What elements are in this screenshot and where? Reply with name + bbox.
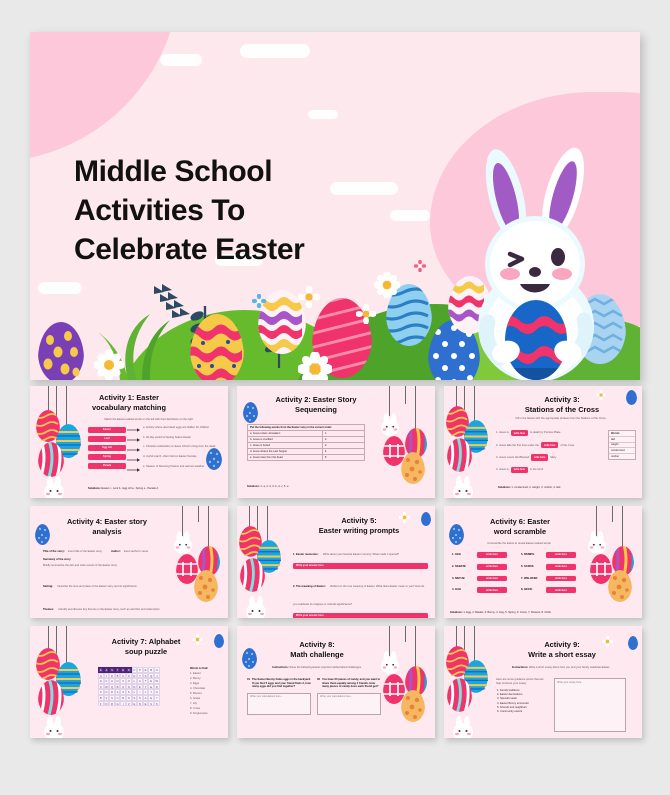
- word-search-grid[interactable]: [98, 667, 160, 706]
- slide-thumbnail-4[interactable]: [30, 506, 228, 618]
- guidance-item: 3. Special meals: [500, 697, 548, 701]
- words-to-find-header: Words to find:: [190, 667, 209, 670]
- ws-cell: H: [155, 669, 158, 672]
- essay-box[interactable]: Write your essay here...: [554, 678, 626, 732]
- ws-cell: E: [99, 669, 102, 672]
- ws-cell: H: [111, 680, 113, 684]
- ws-cell: Q: [99, 674, 102, 678]
- ws-cell: J: [154, 673, 160, 679]
- ws-cell: A: [116, 691, 119, 695]
- blank-pre-4: 4. Jesus is: [496, 467, 509, 471]
- slide-thumbnail-3[interactable]: [444, 386, 642, 498]
- cloud-icon: [38, 282, 82, 294]
- cloud-icon: [390, 210, 430, 221]
- ws-cell: U: [133, 669, 136, 672]
- scramble-row: 8. HKCIC write here: [521, 587, 586, 593]
- hanging-egg-pink: [240, 558, 265, 592]
- hanging-egg-pink: [38, 680, 64, 715]
- daisy-flower-icon: [298, 352, 332, 380]
- slide-thumbnail-2[interactable]: [237, 386, 435, 498]
- word-item: 4. Chocolate: [190, 686, 206, 690]
- write-here-button[interactable]: write here: [546, 587, 576, 593]
- ws-cell: A: [105, 669, 108, 672]
- slide-title: Activity 5: Easter writing prompts: [318, 516, 400, 535]
- fill-blank-row-3: [496, 454, 601, 460]
- ws-cell: O: [122, 685, 125, 689]
- slide-title: Activity 6: Easter word scramble: [490, 517, 550, 536]
- ws-cell: Y: [155, 696, 158, 700]
- event-b: b. Jesus is crucified: [250, 438, 273, 441]
- ws-cell: C: [105, 680, 108, 684]
- hanging-egg-pink: [447, 438, 472, 472]
- ws-cell: E: [150, 685, 153, 689]
- ws-cell: S: [111, 669, 113, 672]
- write-here-button[interactable]: write here: [541, 442, 558, 448]
- scramble-row: 4. GUH write here: [452, 587, 517, 593]
- daisy-flower-icon: [298, 286, 320, 308]
- hanging-egg-orange-dots: [608, 570, 632, 602]
- prompt-1: 1. Easter memories: Write about your favorite Easter memory. What made it special?: [293, 553, 399, 556]
- ws-cell: B: [99, 696, 102, 700]
- solutions-line: Solutions: 1- a, 2- d, 3- b, 4- c, 5- e.: [247, 485, 290, 488]
- ws-cell: C: [116, 696, 119, 700]
- instruction-text: Match the Easter-related words on the left with their definitions on the right.: [104, 418, 194, 421]
- slide-title: Activity 7: Alphabet soup puzzle: [111, 637, 181, 656]
- page-title: [74, 152, 374, 269]
- word-item: 3. Eggs: [190, 681, 200, 685]
- word-item: 6. Grass: [190, 696, 201, 700]
- write-here-button[interactable]: write here: [511, 467, 528, 473]
- answer-field-2[interactable]: Write your answer here: [293, 613, 428, 618]
- ws-cell: W: [105, 685, 108, 689]
- word-item: 8. Cross: [190, 706, 201, 710]
- blank-pre-1: 1. Jesus is: [496, 431, 509, 435]
- word-item: 2. Bunny: [190, 676, 201, 680]
- easter-egg-purple: [38, 322, 84, 380]
- guidance-item: 4. Easter Bunny encounter: [500, 702, 548, 706]
- ws-cell: E: [144, 702, 147, 706]
- fill-blank-row-1: [496, 430, 601, 436]
- word-item: 5. Bonnet: [190, 691, 202, 695]
- blank-post-1: to death by Pontius Pilate: [530, 431, 561, 435]
- ws-cell: N: [138, 702, 141, 706]
- vocab-word-4[interactable]: Spring: [88, 454, 126, 460]
- definition-4: d. Joyful march, often held on Easter Sunday: [143, 455, 197, 459]
- ws-cell: T: [116, 669, 119, 672]
- write-here-button[interactable]: write here: [546, 552, 576, 558]
- ws-cell: W: [155, 680, 158, 684]
- definition-3: c. Christian celebration of Jesus Christ's rising from the dead: [143, 445, 216, 449]
- ws-cell: O: [116, 680, 119, 684]
- cloud-icon: [308, 110, 338, 119]
- title-slide[interactable]: [30, 32, 640, 380]
- calculation-box-1[interactable]: Write your calculations here...: [247, 693, 311, 715]
- hanging-egg-orange-dots: [401, 452, 425, 484]
- ws-cell: Y: [105, 674, 108, 678]
- ws-cell: Q: [110, 685, 114, 689]
- ws-cell: P: [139, 669, 141, 672]
- title-line-1: Middle School: [74, 155, 273, 188]
- ws-cell: R: [122, 696, 125, 700]
- small-flower-icon: [252, 294, 266, 308]
- write-here-button[interactable]: write here: [477, 564, 507, 570]
- order-slot-1[interactable]: 1.: [324, 432, 328, 435]
- ws-cell: S: [111, 696, 113, 700]
- daisy-flower-icon: [356, 304, 376, 324]
- word-item: 9. Forgiveness: [190, 711, 208, 715]
- slide-thumbnail-5[interactable]: [237, 506, 435, 618]
- match-arrows: [127, 427, 140, 477]
- cloud-icon: [160, 54, 202, 66]
- ws-cell: S: [139, 696, 141, 700]
- ws-cell: N: [133, 685, 136, 689]
- word-item: 7. Lily: [190, 701, 198, 705]
- math-problem-2: 02 You have 20 pieces of candy, and you want to share them equally among 4 friends. How many pieces of candy does each friend get? Write your calculations here...: [317, 678, 381, 715]
- bunny-icon: [42, 715, 66, 738]
- ws-cell: D: [155, 685, 158, 689]
- summary-hint[interactable]: Briefly summarize the plot and main events of the Easter story: [43, 564, 117, 567]
- write-here-button[interactable]: write here: [531, 454, 548, 460]
- scramble-row: 1. GEG write here: [452, 552, 517, 558]
- vocab-word-5[interactable]: Parade: [88, 463, 126, 469]
- section-themes: Themes: Identify and discuss key themes in the Easter story, such as sacrifice and redemption: [43, 607, 160, 611]
- instruction-text: Instructions: Solve the following Easter-inspired mathematical challenges.: [272, 666, 362, 669]
- ws-cell: O: [127, 680, 130, 684]
- hanging-egg-pink: [38, 442, 64, 477]
- guidance-item: 5. Friends and neighbors: [500, 706, 548, 710]
- ws-cell: N: [127, 674, 130, 678]
- easter-egg-blue-dotted-small: [242, 648, 257, 669]
- write-here-button[interactable]: write here: [546, 564, 576, 570]
- scramble-row: 5. RSNIPG write here: [521, 552, 586, 558]
- write-here-button[interactable]: write here: [477, 587, 507, 593]
- ws-cell: S: [99, 685, 102, 689]
- slide-thumbnail-6[interactable]: [444, 506, 642, 618]
- bunny-icon: [586, 530, 608, 554]
- order-slot-2[interactable]: 2.: [324, 438, 328, 441]
- ws-cell: L: [132, 678, 138, 684]
- ws-cell: O: [127, 696, 130, 700]
- summary-label: Summary of the story: [43, 557, 71, 561]
- slide-title: Activity 2: Easter Story Sequencing: [275, 395, 357, 414]
- vocab-word-3[interactable]: Egg roll: [88, 445, 126, 451]
- word-option[interactable]: condemned: [609, 448, 635, 454]
- instruction-text: Fill in the blanks with the appropriate phrases from the Stations of the Cross.: [515, 417, 607, 420]
- slide-thumbnail-grid: [30, 386, 642, 738]
- slide-thumbnail-9[interactable]: [444, 626, 642, 738]
- author-field-label: Author:: [110, 550, 121, 553]
- ws-cell: E: [133, 702, 136, 706]
- ws-cell: E: [122, 669, 125, 672]
- ws-cell: D: [111, 674, 113, 678]
- bunny-icon: [379, 650, 401, 674]
- bunny-icon: [244, 595, 268, 618]
- event-a: a. Jesus enters Jerusalem: [250, 432, 281, 435]
- ws-cell: I: [137, 689, 143, 695]
- ws-cell: S: [144, 674, 147, 678]
- story-meta-row: [43, 550, 171, 554]
- slide-title: Activity 1: Easter vocabulary matching: [92, 393, 166, 412]
- solutions-line: Solutions: 1. Egg, 2. Basket, 3. Bunny, 4. Hug, 5. Spring, 6. Cross, 7. Flowers, 8. Chick: [450, 611, 551, 614]
- definition-2: b. 40-day period of fasting before Easter: [143, 435, 191, 439]
- write-here-button[interactable]: write here: [511, 430, 528, 436]
- order-slot-4[interactable]: 4.: [324, 450, 328, 453]
- bunny-icon: [42, 475, 66, 498]
- slide-thumbnail-1[interactable]: [30, 386, 228, 498]
- ws-cell: I: [120, 701, 126, 707]
- easter-egg-blue-small: [214, 634, 224, 648]
- ws-cell: B: [116, 674, 119, 678]
- blank-post-4: in the tomb: [530, 467, 544, 471]
- order-slot-3[interactable]: 3.: [324, 444, 328, 447]
- sequencing-table: [247, 424, 365, 461]
- guidance-item: 2. Easter decorations: [500, 693, 548, 697]
- ws-cell: S: [122, 691, 125, 695]
- ws-cell: L: [132, 689, 138, 695]
- ws-cell: Y: [150, 691, 153, 695]
- fill-blank-row-2: [496, 442, 601, 448]
- event-c: c. Jesus is buried: [250, 444, 271, 447]
- blank-pre-2: 2. Jesus falls the first time under the: [496, 443, 540, 447]
- ws-cell: L: [143, 689, 149, 695]
- ws-cell: S: [155, 702, 158, 706]
- bunny-icon: [379, 412, 401, 436]
- calculation-box-2[interactable]: Write your calculations here...: [317, 693, 381, 715]
- ws-cell: Q: [150, 674, 153, 678]
- guidance-item: 1. Family traditions: [500, 689, 548, 693]
- ws-cell: G: [155, 691, 158, 695]
- write-here-button[interactable]: write here: [477, 552, 507, 558]
- ws-cell: E: [144, 669, 147, 672]
- word-option[interactable]: mother: [611, 455, 620, 459]
- blank-post-3: Mary: [550, 455, 557, 459]
- easter-bunny-illustration: [462, 144, 612, 380]
- section-setting: Setting: Describe the time and place of the Easter story and its significance: [43, 584, 137, 588]
- bunny-icon: [451, 475, 475, 498]
- ws-cell: V: [127, 702, 130, 706]
- definition-5: e. Season of blooming flowers and warmer weather: [143, 464, 205, 468]
- author-field-hint[interactable]: Insert author's name: [123, 550, 149, 553]
- prompt-2: 2. The meaning of Easter: Reflect on the true meaning of Easter. What does Easter mean to you? How do you celebrate its religious or cultural significance?: [293, 584, 425, 606]
- words-to-find-list: [190, 667, 222, 715]
- ws-cell: S: [150, 702, 153, 706]
- math-problem-1: 01 The Easter Bunny hides eggs in the backyard. If you find 5 eggs and your friend finds 3, how many eggs did you find together? Write your calculations here...: [247, 678, 311, 715]
- ws-cell: R: [111, 702, 113, 706]
- title-line-2: Activities To: [74, 194, 245, 227]
- words-bank-header: Words:: [609, 431, 635, 437]
- blank-pre-3: 3. Jesus meets His Blessed: [496, 455, 530, 459]
- fill-blank-row-4: [496, 467, 601, 473]
- title-field-hint[interactable]: Insert title of the Easter story: [67, 550, 102, 553]
- answer-field-1[interactable]: Write your answer here: [293, 563, 428, 569]
- event-e: e. Jesus rises from the dead: [250, 456, 283, 459]
- write-here-button[interactable]: write here: [546, 576, 576, 582]
- ws-cell: S: [127, 691, 130, 695]
- ws-cell: E: [150, 696, 153, 700]
- bunny-icon: [451, 715, 475, 738]
- ws-cell: Q: [99, 680, 102, 684]
- guidance-item: 6. Community events: [500, 710, 548, 714]
- blank-post-2: of the cross: [560, 443, 575, 447]
- words-bank: [608, 430, 636, 460]
- ws-cell: R: [127, 669, 130, 672]
- daisy-flower-icon: [94, 350, 124, 380]
- ws-cell: O: [105, 702, 108, 706]
- easter-egg-blue-small: [628, 636, 638, 650]
- scramble-row: 6. SCROS write here: [521, 564, 586, 570]
- ws-cell: B: [150, 669, 153, 672]
- ws-cell: U: [122, 674, 125, 678]
- order-slot-5[interactable]: 5.: [324, 456, 328, 459]
- ws-cell: C: [122, 680, 125, 684]
- ws-cell: N: [133, 674, 136, 678]
- title-field-label: Title of the story:: [43, 550, 65, 553]
- ws-cell: S: [133, 696, 136, 700]
- daisy-flower-icon: [374, 272, 400, 298]
- vocab-word-2[interactable]: Lent: [88, 436, 126, 442]
- vocab-word-1[interactable]: Easter: [88, 427, 126, 433]
- ws-cell: E: [139, 685, 141, 689]
- small-flower-icon: [414, 260, 426, 272]
- event-d: d. Jesus shares the Last Supper: [250, 450, 288, 453]
- slide-thumbnail-7[interactable]: [30, 626, 228, 738]
- cloud-icon: [240, 44, 310, 58]
- ws-cell: N: [127, 685, 130, 689]
- instruction-text: Unscramble the letters to reveal Easter-related words: [487, 542, 551, 545]
- ws-cell: R: [111, 691, 113, 695]
- title-line-3: Celebrate Easter: [74, 233, 305, 266]
- scramble-row: 3. NNYUB write here: [452, 576, 517, 582]
- ws-cell: A: [139, 680, 141, 684]
- slide-title: Activity 4: Easter story analysis: [66, 517, 148, 536]
- scramble-row: 7. WSLOFER write here: [521, 576, 586, 582]
- hanging-egg-orange-dots: [194, 570, 218, 602]
- word-option[interactable]: weight: [609, 443, 635, 449]
- scramble-row: 2. SKBATE write here: [452, 564, 517, 570]
- ws-cell: G: [105, 691, 108, 695]
- ws-cell: F: [99, 702, 102, 706]
- hanging-egg-pink: [447, 678, 472, 712]
- word-item: 1. Easter: [190, 671, 201, 675]
- ws-cell: Y: [139, 674, 141, 678]
- slide-thumbnail-8[interactable]: [237, 626, 435, 738]
- instruction-text: Instructions: Write a short essay about how you and your family celebrate Easter.: [511, 666, 611, 669]
- slide-title: Activity 8: Math challenge: [290, 640, 344, 659]
- table-instruction: Put the following events from the Easter story in the correct order:: [250, 426, 333, 429]
- guidance-list: [496, 689, 548, 714]
- ws-cell: E: [150, 680, 153, 684]
- slide-title: Activity 3: Stations of the Cross: [524, 395, 600, 414]
- ws-cell: C: [99, 691, 102, 695]
- guidance-intro: Here are some guidance points that can help structure your essay:: [496, 678, 544, 686]
- write-here-button[interactable]: write here: [477, 576, 507, 582]
- word-option[interactable]: laid: [609, 437, 635, 443]
- slide-title: Activity 9: Write a short essay: [528, 640, 596, 659]
- ws-cell: B: [116, 685, 119, 689]
- ws-cell: T: [144, 685, 147, 689]
- definition-1: a. Activity where decorated eggs are hidden for children: [143, 426, 210, 429]
- ws-cell: T: [144, 680, 147, 684]
- ws-cell: A: [144, 696, 147, 700]
- ws-cell: G: [116, 702, 119, 706]
- hanging-egg-orange-dots: [401, 690, 425, 722]
- bunny-icon: [172, 530, 194, 554]
- solutions-line: Solutions: 1. condemned, 2. weight, 3. mother, 4. laid: [498, 486, 561, 489]
- solutions-line: Solutions: Easter c., Lent b., Egg roll a., Spring e., Parade d.: [88, 487, 159, 490]
- ws-cell: V: [105, 696, 108, 700]
